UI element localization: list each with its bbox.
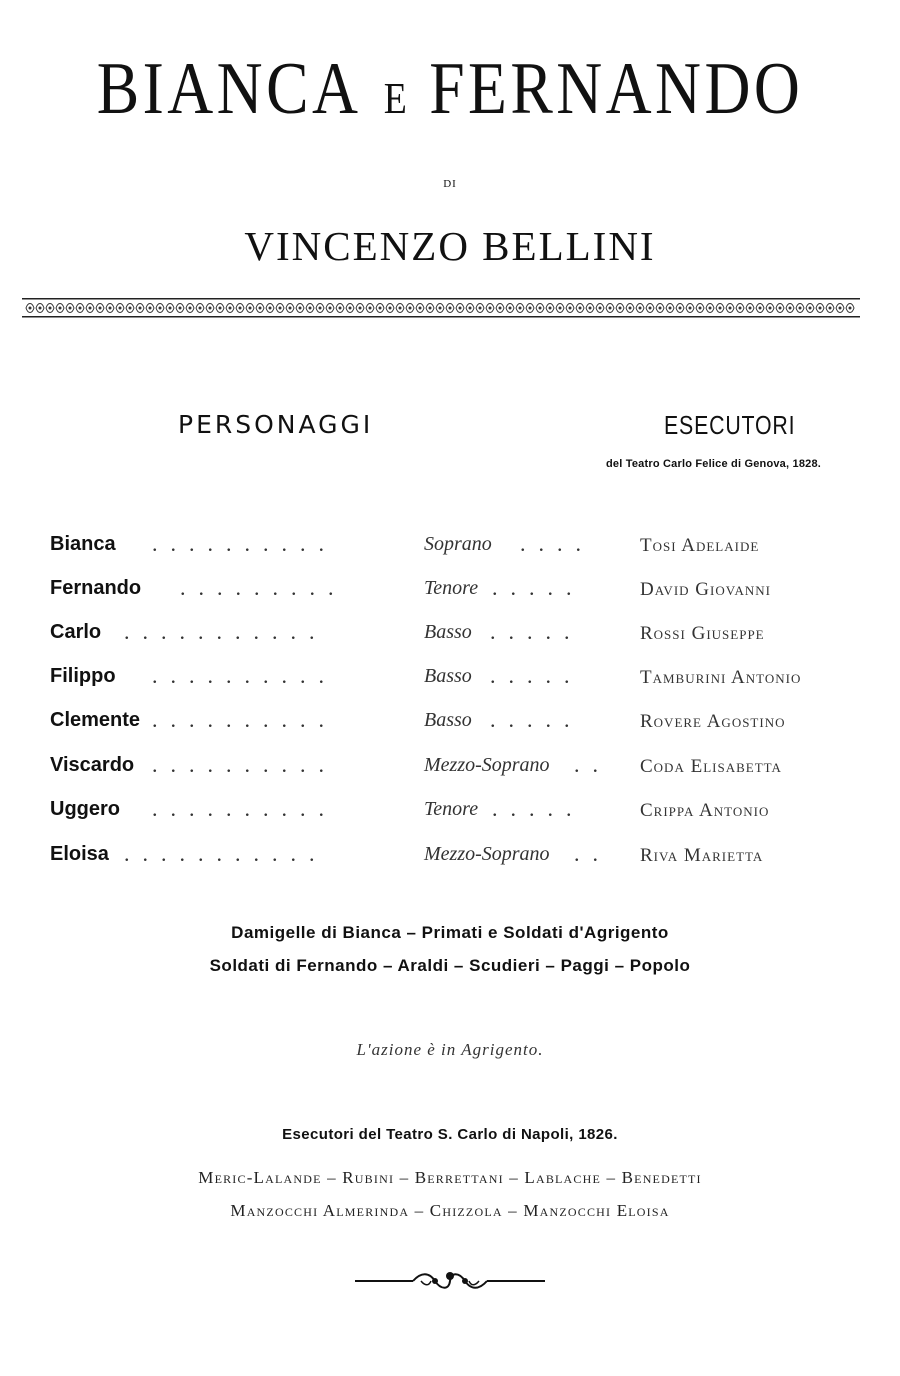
performers-heading: ESECUTORI <box>664 410 796 440</box>
leader-dots: .......... <box>152 531 337 556</box>
leader-dots: ..... <box>490 619 583 644</box>
singer-name: David Giovanni <box>640 579 771 600</box>
leader-dots: .. <box>574 752 611 777</box>
leader-dots: .......... <box>152 752 337 777</box>
composer-name: VINCENZO BELLINI <box>244 223 656 269</box>
characters-heading: PERSONAGGI <box>178 410 374 439</box>
naples-performers-line-2: Manzocchi Almerinda – Chizzola – Manzocchi Eloisa <box>230 1201 670 1220</box>
cast-row <box>0 709 900 749</box>
singer-name: Coda Elisabetta <box>640 756 782 777</box>
leader-dots: .......... <box>152 707 337 732</box>
character-name: Bianca <box>50 533 116 555</box>
singer-name: Riva Marietta <box>640 845 764 866</box>
naples-performers-line-1: Meric-Lalande – Rubini – Berrettani – Lablache – Benedetti <box>198 1168 702 1187</box>
cast-row <box>0 843 900 883</box>
setting-note: L'azione è in Agrigento. <box>356 1040 544 1059</box>
leader-dots: .. <box>574 841 611 866</box>
by-label: DI <box>443 178 457 190</box>
leader-dots: ..... <box>492 575 585 600</box>
voice-type: Tenore <box>424 798 479 820</box>
leader-dots: ..... <box>492 796 585 821</box>
leader-dots: ........... <box>124 841 328 866</box>
cast-row <box>0 665 900 705</box>
opera-title <box>63 48 837 130</box>
leader-dots: .......... <box>152 796 337 821</box>
title-bianca: BIANCA <box>96 48 362 130</box>
cast-row <box>0 577 900 617</box>
voice-type: Basso <box>424 621 472 643</box>
singer-name: Crippa Antonio <box>640 800 770 821</box>
ornament-tailpiece-icon <box>355 1268 545 1294</box>
character-name: Carlo <box>50 621 102 643</box>
performers-subheading: del Teatro Carlo Felice di Genova, 1828. <box>606 458 822 470</box>
leader-dots: .......... <box>152 663 337 688</box>
character-name: Filippo <box>50 665 116 687</box>
leader-dots: ........... <box>124 619 328 644</box>
ornamental-rule <box>22 298 860 318</box>
voice-type: Basso <box>424 709 472 731</box>
leader-dots: ..... <box>490 663 583 688</box>
cast-row <box>0 533 900 573</box>
singer-name: Tosi Adelaide <box>640 535 760 556</box>
character-name: Eloisa <box>50 843 109 865</box>
leader-dots: .... <box>520 531 594 556</box>
singer-name: Tamburini Antonio <box>640 667 802 688</box>
chorus-line-1: Damigelle di Bianca – Primati e Soldati d'Agrigento <box>231 923 669 942</box>
voice-type: Basso <box>424 665 472 687</box>
singer-name: Rossi Giuseppe <box>640 623 765 644</box>
voice-type: Soprano <box>424 533 492 555</box>
leader-dots: ..... <box>490 707 583 732</box>
singer-name: Rovere Agostino <box>640 711 786 732</box>
voice-type: Mezzo-Soprano <box>424 843 550 865</box>
voice-type: Tenore <box>424 577 479 599</box>
title-fernando: FERNANDO <box>429 48 804 130</box>
voice-type: Mezzo-Soprano <box>424 754 550 776</box>
cast-row <box>0 621 900 661</box>
chorus-line-2: Soldati di Fernando – Araldi – Scudieri – Paggi – Popolo <box>209 956 691 975</box>
cast-row <box>0 798 900 838</box>
leader-dots: ......... <box>180 575 347 600</box>
character-name: Fernando <box>50 577 142 599</box>
character-name: Clemente <box>50 709 141 731</box>
title-conjunction: E <box>383 74 407 123</box>
character-name: Uggero <box>50 798 120 820</box>
cast-row <box>0 754 900 794</box>
character-name: Viscardo <box>50 754 135 776</box>
naples-performers-heading: Esecutori del Teatro S. Carlo di Napoli, 1826. <box>282 1126 618 1143</box>
